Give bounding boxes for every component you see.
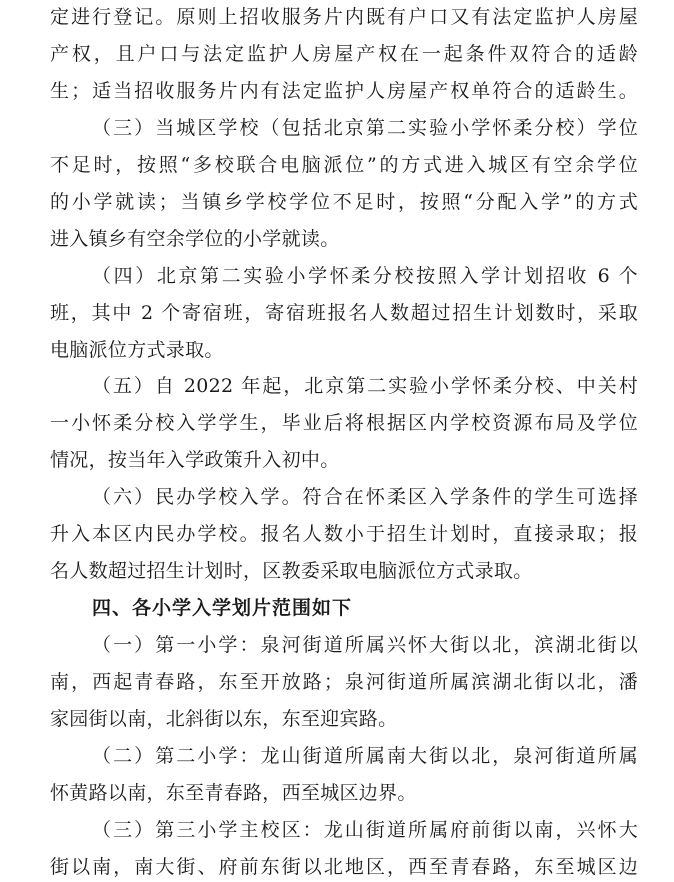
paragraph-line: （六）民办学校入学。符合在怀柔区入学条件的学生可选择 bbox=[92, 486, 638, 508]
paragraph-line: （四）北京第二实验小学怀柔分校按照入学计划招收 6 个 bbox=[92, 265, 638, 287]
paragraph-line: 班，其中 2 个寄宿班，寄宿班报名人数超过招生计划数时，采取 bbox=[50, 302, 638, 324]
paragraph-line: （二）第二小学：龙山街道所属南大街以北，泉河街道所属 bbox=[92, 745, 638, 767]
paragraph-line: （五）自 2022 年起，北京第二实验小学怀柔分校、中关村 bbox=[92, 375, 638, 397]
paragraph-line: 产权，且户口与法定监护人房屋产权在一起条件双符合的适龄 bbox=[50, 43, 638, 65]
paragraph-line: 进入镇乡有空余学位的小学就读。 bbox=[50, 228, 340, 250]
paragraph-line: 定进行登记。原则上招收服务片内既有户口又有法定监护人房屋 bbox=[50, 6, 638, 28]
paragraph-line: 一小怀柔分校入学学生，毕业后将根据区内学校资源布局及学位 bbox=[50, 412, 638, 434]
paragraph-line: 不足时，按照“多校联合电脑派位”的方式进入城区有空余学位 bbox=[50, 154, 638, 176]
paragraph-line: 电脑派位方式录取。 bbox=[50, 339, 224, 361]
paragraph-line: 街以南，南大街、府前东街以北地区，西至青春路，东至城区边 bbox=[50, 856, 638, 878]
paragraph-line: （一）第一小学：泉河街道所属兴怀大街以北，滨湖北街以 bbox=[92, 634, 638, 656]
section-heading: 四、各小学入学划片范围如下 bbox=[92, 597, 353, 619]
paragraph-line: 怀黄路以南，东至青春路，西至城区边界。 bbox=[50, 782, 417, 804]
paragraph-line: （三）第三小学主校区：龙山街道所属府前街以南，兴怀大 bbox=[92, 819, 638, 841]
paragraph-line: 情况，按当年入学政策升入初中。 bbox=[50, 449, 340, 471]
paragraph-line: 的小学就读；当镇乡学校学位不足时，按照“分配入学”的方式 bbox=[50, 191, 638, 213]
paragraph-line: 生；适当招收服务片内有法定监护人房屋产权单符合的适龄生。 bbox=[50, 80, 638, 102]
paragraph-line: （三）当城区学校（包括北京第二实验小学怀柔分校）学位 bbox=[92, 117, 638, 139]
paragraph-line: 家园街以南，北斜街以东，东至迎宾路。 bbox=[50, 708, 398, 730]
paragraph-line: 升入本区内民办学校。报名人数小于招生计划时，直接录取；报 bbox=[50, 523, 638, 545]
paragraph-line: 名人数超过招生计划时，区教委采取电脑派位方式录取。 bbox=[50, 560, 533, 582]
paragraph-line: 南，西起青春路，东至开放路；泉河街道所属滨湖北街以北，潘 bbox=[50, 671, 638, 693]
